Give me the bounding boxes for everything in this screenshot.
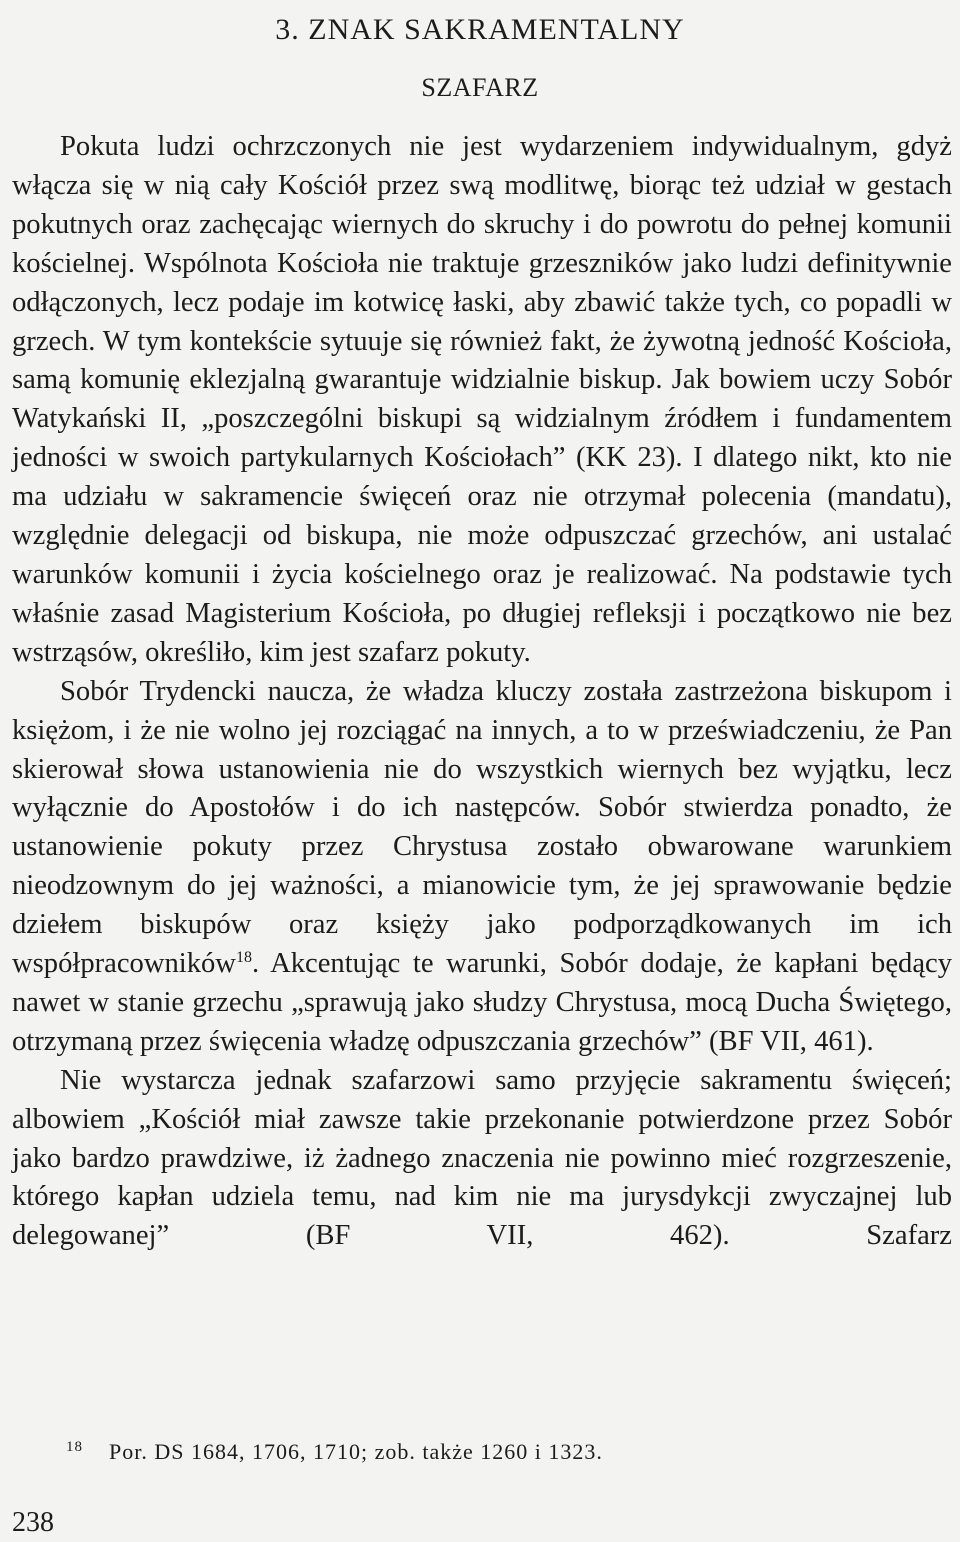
paragraph-2-text: Sobór Trydencki naucza, że władza kluczy została zastrzeżona biskupom i księżom, i że nie wolno jej rozciągać na innych, a to w przeświadczeniu, że Pan skierował słowa ustanowienia nie do wszystkich wiernych bez wyjątku, lecz wyłącznie do Apostołów i do ich następców. Sobór stwierdza ponadto, że ustanowienie pokuty przez Chrystusa zostało obwarowane warunkiem nieodzownym do jej ważności, a mianowicie tym, że jej sprawowanie będzie dziełem biskupów oraz księży jako podporządkowanych im ich współpracowników (12, 675, 952, 980)
footnote-reference: 18 (235, 949, 252, 967)
footnote-mark: 18 (66, 1439, 83, 1455)
paragraph-3: Nie wystarcza jednak szafarzowi samo przyjęcie sakramentu święceń; albowiem „Kościół miał zawsze takie przekonanie potwierdzone przez Sobór jako bardzo prawdziwe, iż żadnego znaczenia nie powinno mieć rozgrzeszenie, którego kapłan udziela temu, nad kim nie ma jurysdykcji zwyczajnej lub delegowanej” (BF VII, 462). Szafarz (12, 1064, 952, 1252)
body-text (12, 128, 952, 1256)
paragraph-1: Pokuta ludzi ochrzczonych nie jest wydarzeniem indywidualnym, gdyż włącza się w nią cały Kościół przez swą modlitwę, biorąc też udział w gestach pokutnych oraz zachęcając wiernych do skruchy i do powrotu do pełnej komunii kościelnej. Wspólnota Kościoła nie traktuje grzeszników jako ludzi definitywnie odłączonych, lecz podaje im kotwicę łaski, aby zbawić także tych, co popadli w grzech. W tym kontekście sytuuje się również fakt, że żywotną jedność Kościoła, samą komunię eklezjalną gwarantuje widzialnie biskup. Jak bowiem uczy Sobór Watykański II, „poszczególni biskupi są widzialnym źródłem i fundamentem jedności w swoich partykularnych Kościołach” (KK 23). I dlatego nikt, kto nie ma udziału w sakramencie święceń oraz nie otrzymał polecenia (mandatu), względnie delegacji od biskupa, nie może odpuszczać grzechów, ani ustalać warunków komunii i życia kościelnego oraz je realizować. Na podstawie tych właśnie zasad Magisterium Kościoła, po długiej refleksji i początkowo nie bez wstrząsów, określiło, kim jest szafarz pokuty. (12, 131, 952, 668)
paragraph-2 (12, 673, 952, 1062)
footnote-text: Por. DS 1684, 1706, 1710; zob. także 1260 i 1323. (109, 1439, 603, 1464)
chapter-heading: 3. ZNAK SAKRAMENTALNY (275, 13, 685, 46)
footnote (66, 1432, 603, 1467)
page-number: 238 (12, 1507, 54, 1538)
paragraph-2-continuation: . Akcentując te warunki, Sobór dodaje, że kapłani będący nawet w stanie grzechu „sprawują jako słudzy Chrystusa, mocą Ducha Świętego, otrzymaną przez święcenia władzę odpuszczania grzechów” (BF VII, 461). (12, 948, 952, 1057)
section-subheading: SZAFARZ (421, 73, 539, 102)
